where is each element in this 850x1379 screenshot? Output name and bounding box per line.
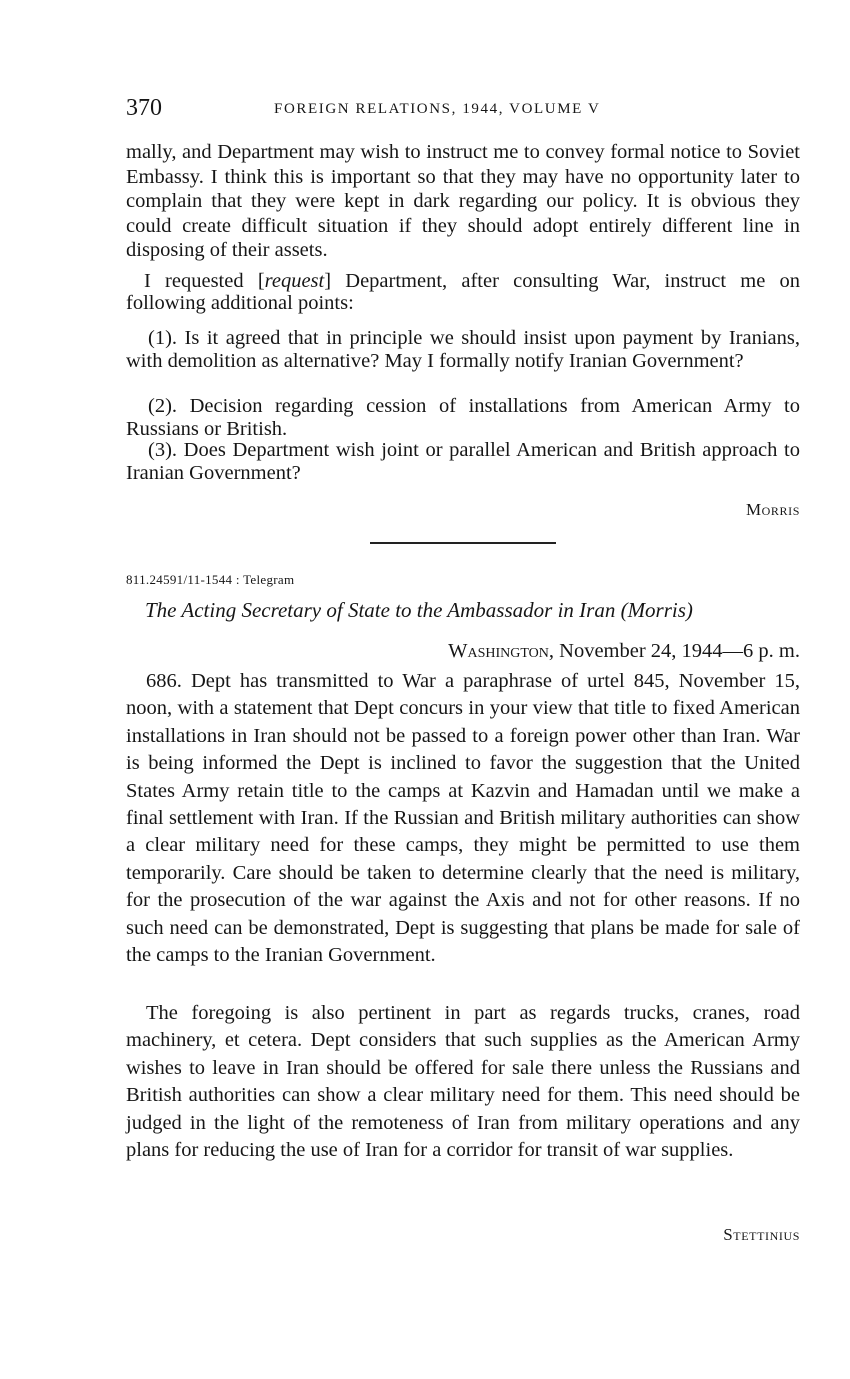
page-number: 370 bbox=[126, 95, 162, 121]
running-head: FOREIGN RELATIONS, 1944, VOLUME V bbox=[274, 101, 601, 117]
dateline bbox=[448, 640, 800, 663]
signature-stettinius: Stettinius bbox=[723, 1225, 800, 1244]
point-item: (3). Does Department wish joint or parallel American and British approach to Iranian Government? bbox=[126, 439, 800, 484]
document-title bbox=[145, 598, 693, 623]
section-divider bbox=[370, 542, 556, 544]
request-intro: I requested bbox=[144, 270, 258, 292]
title-name: Morris bbox=[627, 598, 686, 622]
point-item: (1). Is it agreed that in principle we should insist upon payment by Iranians, with demolition as alternative? May I formally notify Iranian Government? bbox=[126, 327, 800, 372]
request-paragraph: I requested [request] Department, after consulting War, instruct me on following additional points: bbox=[126, 270, 801, 314]
telegram-paragraph: The foregoing is also pertinent in part as regards trucks, cranes, road machinery, et cetera. Dept considers that such supplies as the American Army wishes to leave in Iran should be offered for sale there unless the Russians and British authorities can show a clear military need for them. This need should be judged in the light of the remoteness of Iran from military operations and any plans for reducing the use of Iran for a corridor for transit of war supplies. bbox=[126, 1002, 800, 1162]
title-prefix: The Acting Secretary of State to the Ambassador in Iran ( bbox=[145, 598, 628, 622]
dateline-place: Washington bbox=[448, 640, 549, 662]
request-rest: Department, after consulting War, instruct me on following additional points: bbox=[126, 270, 801, 314]
title-suffix: ) bbox=[685, 598, 693, 622]
telegram-paragraph: 686. Dept has transmitted to War a paraphrase of urtel 845, November 15, noon, with a statement that Dept concurs in your view that title to fixed American installations in Iran should not be passed to a foreign power other than Iran. War is being informed the Dept is inclined to favor the suggestion that the United States Army retain title to the camps at Kazvin and Hamadan until we make a final settlement with Iran. If the Russian and British military authorities can show a clear military need for these camps, they might be permitted to use them temporarily. Care should be taken to determine clearly that the need is military, for the prosecution of the war against the Axis and not for other reasons. If no such need can be demonstrated, Dept is suggesting that plans be made for sale of the camps to the Iranian Government. bbox=[126, 670, 800, 967]
file-reference: 811.24591/11-1544 : Telegram bbox=[126, 572, 295, 587]
continued-paragraph: mally, and Department may wish to instruct me to convey formal notice to Soviet Embassy. I think this is important so that they may have no opportunity later to complain that they were kept in dark regarding our policy. It is obvious they could create difficult situation if they should adopt entirely different line in disposing of their assets. bbox=[126, 141, 800, 261]
signature-morris: Morris bbox=[745, 500, 800, 519]
dateline-rest: , November 24, 1944—6 p. m. bbox=[548, 640, 800, 662]
request-bracket-text: request bbox=[264, 270, 325, 292]
page-header bbox=[126, 95, 800, 125]
point-item: (2). Decision regarding cession of installations from American Army to Russians or British. bbox=[126, 395, 800, 440]
